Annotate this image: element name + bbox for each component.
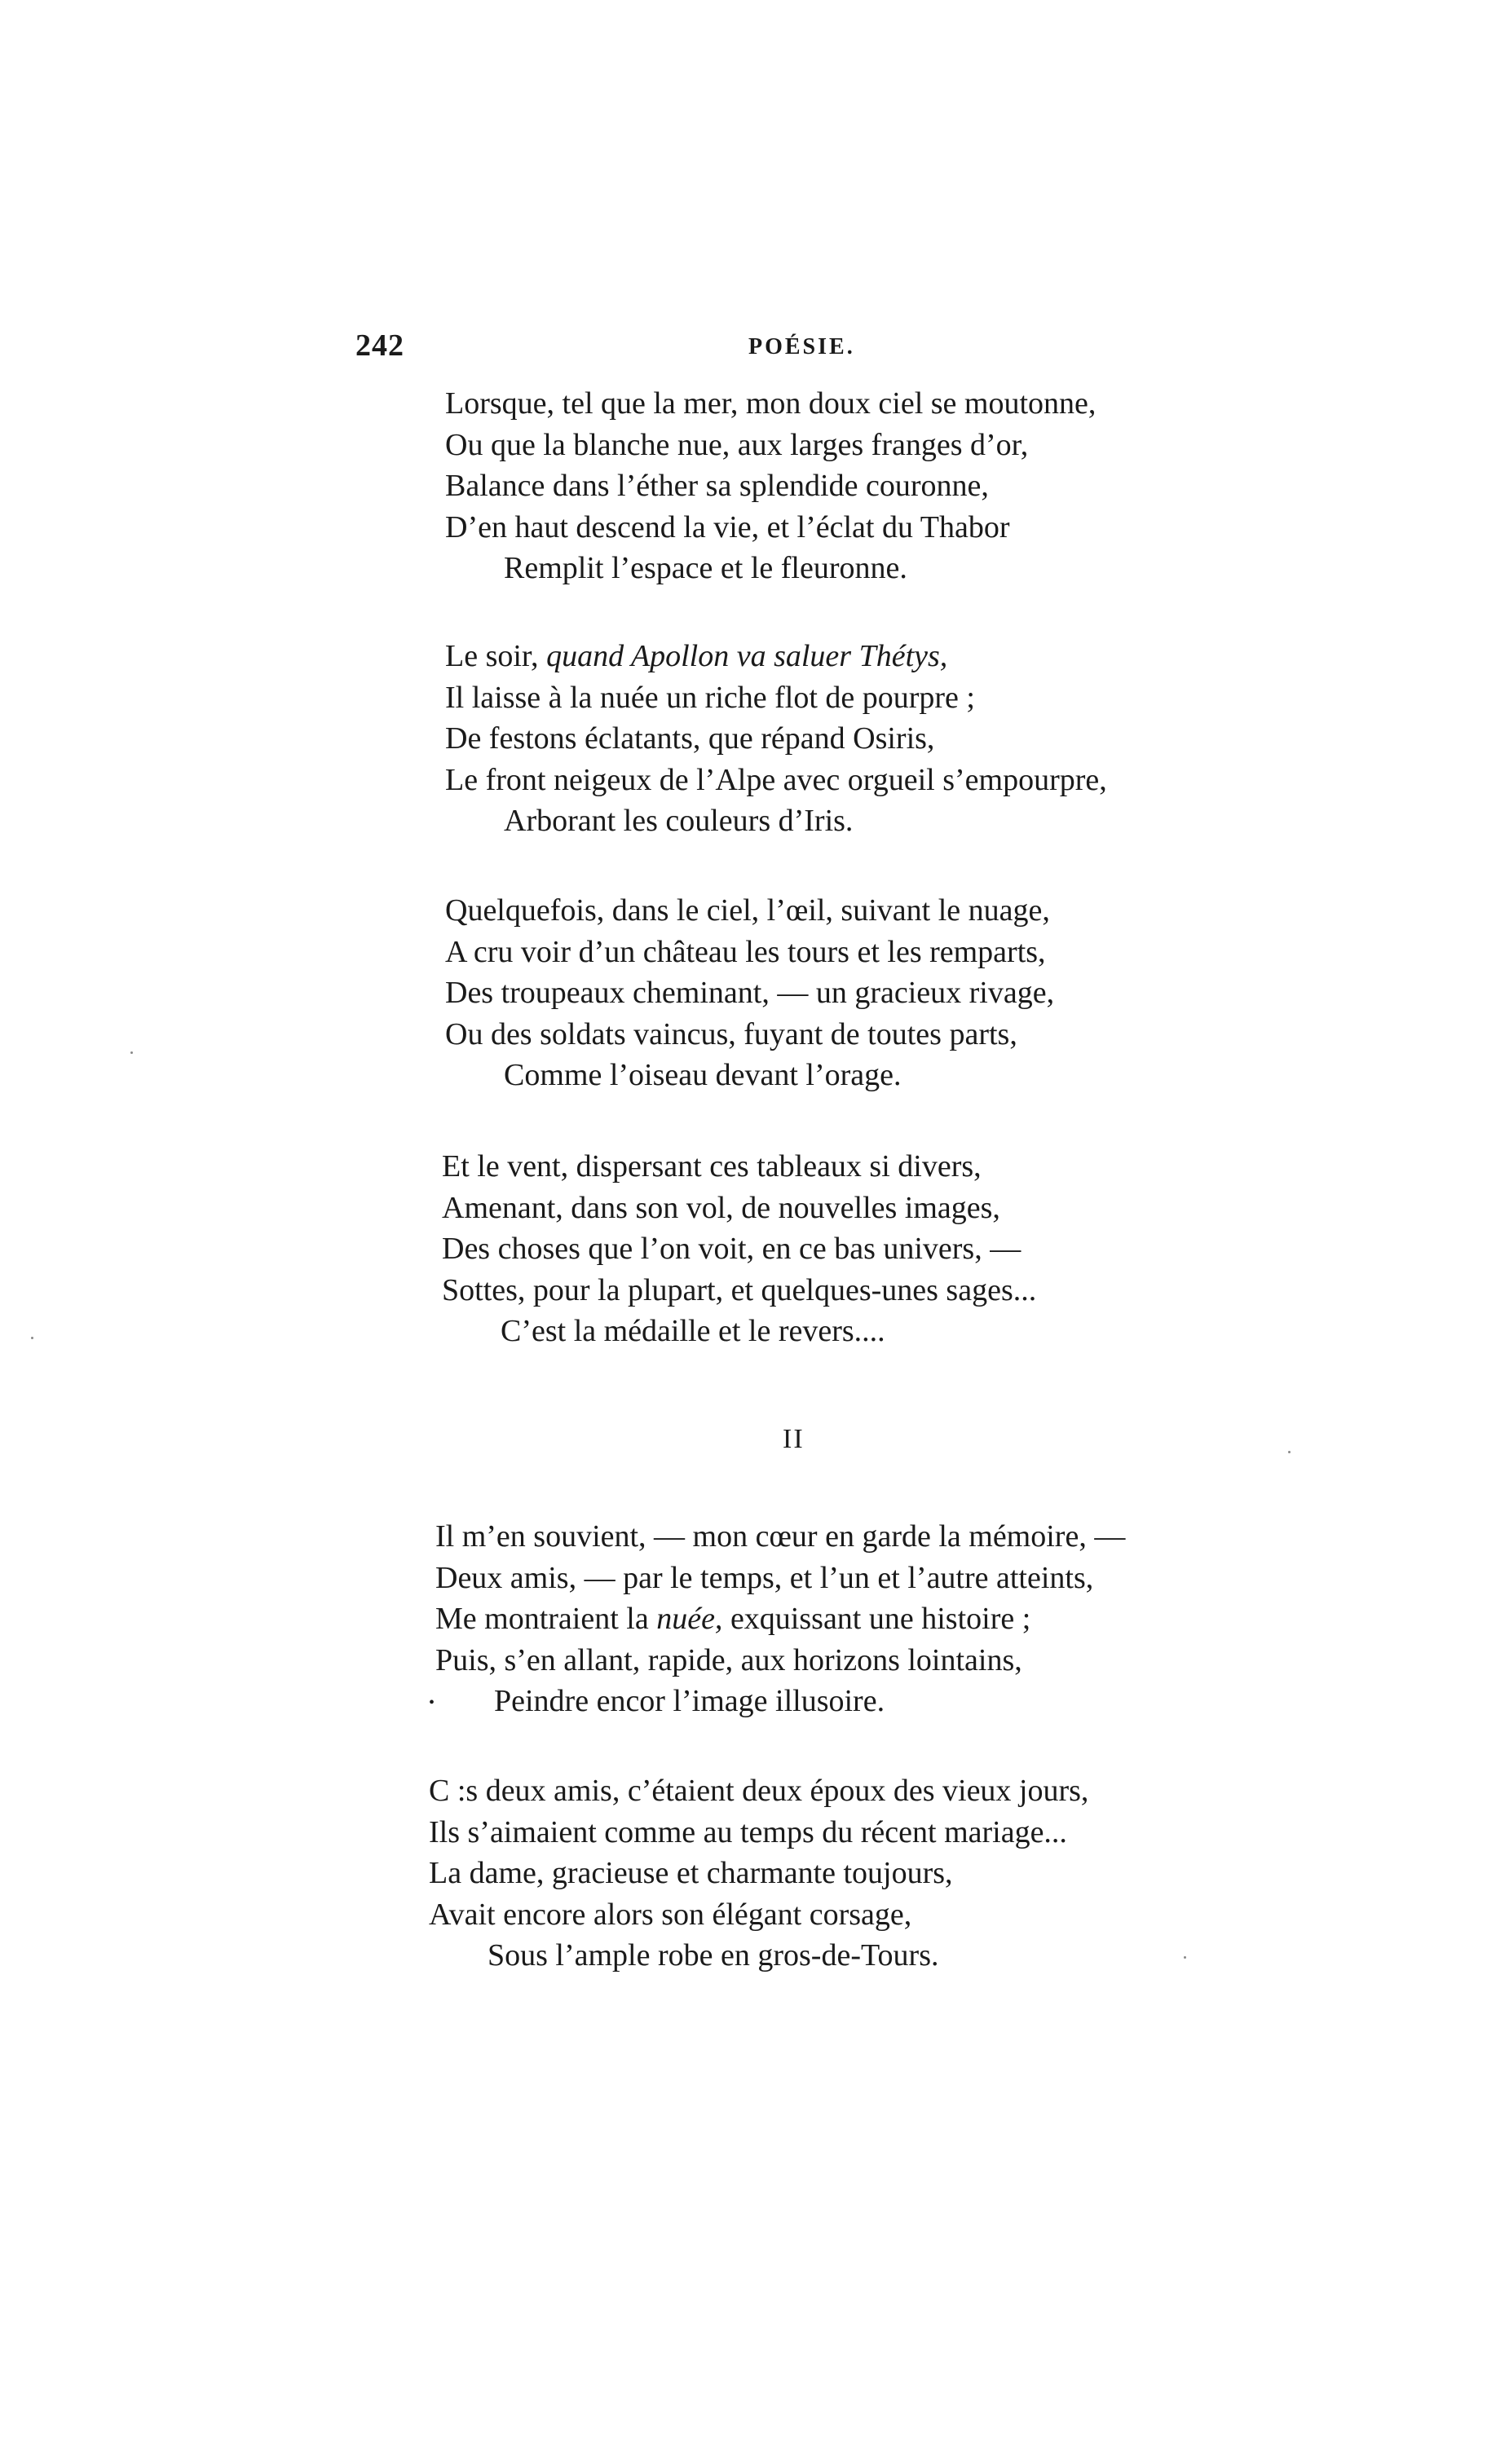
section-numeral: II — [783, 1424, 805, 1454]
verse-line: Amenant, dans son vol, de nouvelles images, — [442, 1190, 1000, 1225]
verse-line: Lorsque, tel que la mer, mon doux ciel se moutonne, — [445, 386, 1096, 421]
page-number: 242 — [355, 328, 404, 363]
verse-line: Il laisse à la nuée un riche flot de pourpre ; — [445, 680, 975, 715]
italic-text: nuée, — [656, 1602, 723, 1636]
scan-speck — [31, 1337, 33, 1339]
verse-line-indented: Comme l’oiseau devant l’orage. — [504, 1058, 902, 1092]
stanza-5 — [435, 1516, 1125, 1722]
verse-line: Sottes, pour la plupart, et quelques-unes sages... — [442, 1272, 1037, 1307]
verse-line: Il m’en souvient, — mon cœur en garde la mémoire, — — [435, 1519, 1126, 1554]
verse-line-indented: Sous l’ample robe en gros-de-Tours. — [488, 1938, 939, 1973]
verse-line: Et le vent, dispersant ces tableaux si divers, — [442, 1149, 982, 1184]
stanza-6 — [429, 1770, 1088, 1977]
verse-line: C :s deux amis, c’étaient deux époux des vieux jours, — [429, 1774, 1089, 1808]
verse-text: Le soir, — [445, 639, 547, 673]
verse-line: Ou des soldats vaincus, fuyant de toutes parts, — [445, 1016, 1017, 1051]
verse-line: Puis, s’en allant, rapide, aux horizons lointains, — [435, 1642, 1022, 1677]
running-head: POÉSIE. — [748, 334, 855, 359]
verse-text: Me montraient la — [435, 1602, 657, 1636]
verse-line-indented: Arborant les couleurs d’Iris. — [504, 804, 854, 838]
verse-line: Des choses que l’on voit, en ce bas univers, — — [442, 1232, 1021, 1266]
scan-speck — [1288, 1451, 1291, 1453]
scan-speck — [1184, 1956, 1186, 1959]
italic-text: quand Apollon va saluer Thétys, — [546, 639, 948, 673]
verse-line-indented: C’est la médaille et le revers.... — [501, 1314, 885, 1348]
verse-line: Des troupeaux cheminant, — un gracieux rivage, — [445, 976, 1055, 1010]
verse-text: exquissant une histoire ; — [722, 1602, 1031, 1636]
verse-line: Ils s’aimaient comme au temps du récent mariage... — [429, 1814, 1067, 1849]
verse-line: Le front neigeux de l’Alpe avec orgueil s’empourpre, — [445, 762, 1107, 797]
stanza-2 — [445, 636, 1107, 842]
verse-line: Deux amis, — par le temps, et l’un et l’autre atteints, — [435, 1560, 1094, 1595]
verse-line: D’en haut descend la vie, et l’éclat du Thabor — [445, 509, 1010, 544]
verse-line-indented: Remplit l’espace et le fleuronne. — [504, 551, 907, 585]
stanza-1 — [445, 383, 1096, 589]
stray-bullet-mark: • — [429, 1694, 435, 1712]
verse-line: De festons éclatants, que répand Osiris, — [445, 721, 935, 756]
page-header — [0, 328, 1487, 377]
verse-line: A cru voir d’un château les tours et les remparts, — [445, 934, 1046, 969]
verse-line — [435, 1598, 1125, 1640]
verse-line-indented: Peindre encor l’image illusoire. — [494, 1684, 885, 1718]
verse-line: Quelquefois, dans le ciel, l’œil, suivant le nuage, — [445, 893, 1050, 928]
verse-line — [445, 636, 1107, 677]
verse-line: Balance dans l’éther sa splendide couronne, — [445, 469, 989, 503]
stanza-4 — [442, 1146, 1036, 1352]
verse-line: Avait encore alors son élégant corsage, — [429, 1897, 912, 1932]
scan-speck — [130, 1051, 133, 1054]
stanza-3 — [445, 890, 1054, 1096]
verse-line: Ou que la blanche nue, aux larges franges d’or, — [445, 427, 1029, 462]
verse-line: La dame, gracieuse et charmante toujours, — [429, 1856, 953, 1890]
